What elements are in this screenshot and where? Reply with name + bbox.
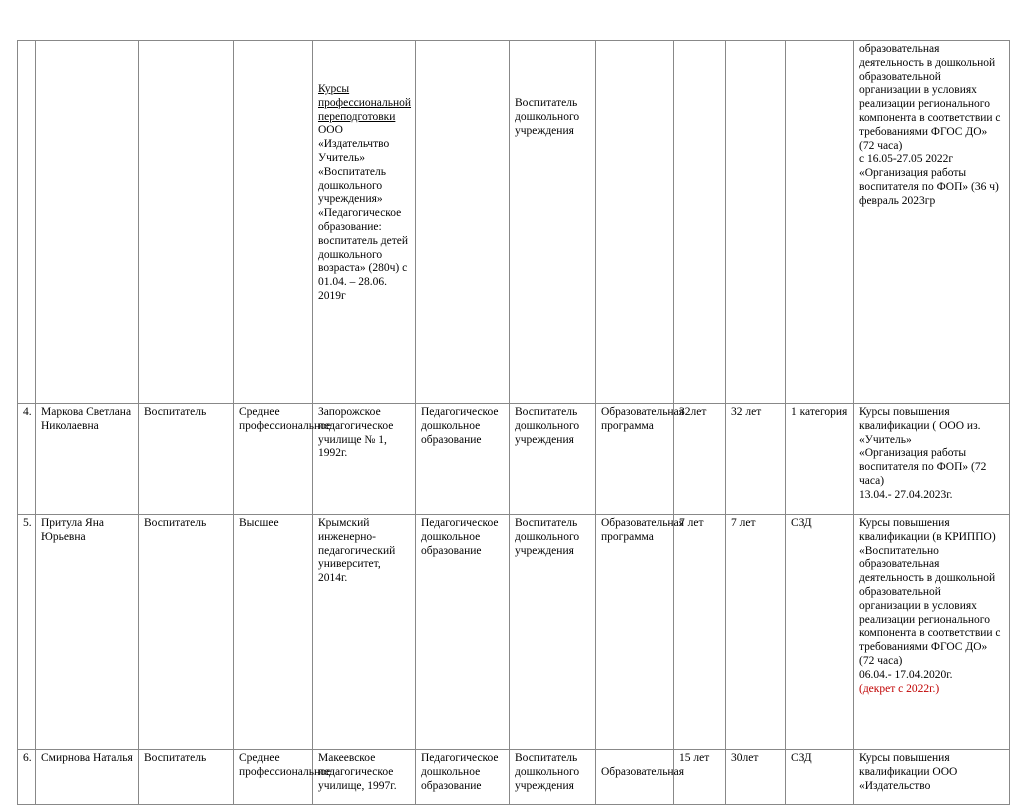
row-number: 6.: [18, 750, 36, 805]
education-level: Среднее профессиональное: [234, 750, 313, 805]
ped-experience: 30лет: [726, 750, 786, 805]
table-row: [18, 404, 1010, 515]
training: Курсы повышения квалификации ООО «Издательство: [854, 750, 1010, 805]
institution: Запорожское педагогическое училище № 1, 1992г.: [313, 404, 416, 515]
retraining-heading: Курсы профессиональной переподготовки: [318, 83, 412, 123]
qualification: Воспитатель дошкольного учреждения: [510, 41, 596, 404]
ped-experience: 7 лет: [726, 515, 786, 750]
table-row: [18, 515, 1010, 750]
institution: Крымский инженерно-педагогический университет, 2014г.: [313, 515, 416, 750]
category: СЗД: [786, 750, 854, 805]
staff-table: [17, 40, 1010, 805]
row-number: 4.: [18, 404, 36, 515]
program: [596, 41, 674, 404]
qualification: Воспитатель дошкольного учреждения: [510, 515, 596, 750]
category: СЗД: [786, 515, 854, 750]
training-text: Курсы повышения квалификации (в КРИППО) «Воспитательно образовательная деятельность в дошкольной образовательной организации в условиях реализации регионального компонента в соответствии с требованиями ФГОС ДО» (72 часа) 06.04.- 17.04.2020г.: [859, 517, 1001, 681]
training: [854, 515, 1010, 750]
ped-experience: [726, 41, 786, 404]
total-experience: [674, 41, 726, 404]
qualification: Воспитатель дошкольного учреждения: [510, 404, 596, 515]
row-number: [18, 41, 36, 404]
institution: [313, 41, 416, 404]
institution: Макеевское педагогическое училище, 1997г.: [313, 750, 416, 805]
specialty: Педагогическое дошкольное образование: [416, 515, 510, 750]
program: Образовательная программа: [596, 515, 674, 750]
employee-name: [36, 41, 139, 404]
maternity-leave-note: (декрет с 2022г.): [859, 682, 940, 695]
position: Воспитатель: [139, 404, 234, 515]
total-experience: 7 лет: [674, 515, 726, 750]
specialty: Педагогическое дошкольное образование: [416, 404, 510, 515]
employee-name: Смирнова Наталья: [36, 750, 139, 805]
category: 1 категория: [786, 404, 854, 515]
training-text: образовательная деятельность в дошкольной образовательной организации в условиях реализации регионального компонента в соответствии с требованиями ФГОС ДО» (72 часа) с 16.05-27.05 2022г «Организация работы воспитателя по ФОП» (36 ч) февраль 2023гр: [859, 43, 1001, 207]
training: Курсы повышения квалификации ( ООО из. «Учитель» «Организация работы воспитателя по ФОП» (72 часа) 13.04.- 27.04.2023г.: [854, 404, 1010, 515]
education-level: Среднее профессиональное: [234, 404, 313, 515]
institution-text: ООО «Издательчтво Учитель» «Воспитатель дошкольного учреждения» «Педагогическое образование: воспитатель детей дошкольного возраста» (280ч) с 01.04. – 28.06. 2019г: [318, 124, 409, 302]
total-experience: 32лет: [674, 404, 726, 515]
program: Образовательная: [596, 750, 674, 805]
education-level: Высшее: [234, 515, 313, 750]
position: Воспитатель: [139, 515, 234, 750]
specialty: [416, 41, 510, 404]
program: Образовательная программа: [596, 404, 674, 515]
employee-name: Маркова Светлана Николаевна: [36, 404, 139, 515]
employee-name: Притула Яна Юрьевна: [36, 515, 139, 750]
qualification: Воспитатель дошкольного учреждения: [510, 750, 596, 805]
table-row: [18, 750, 1010, 805]
position: [139, 41, 234, 404]
specialty: Педагогическое дошкольное образование: [416, 750, 510, 805]
ped-experience: 32 лет: [726, 404, 786, 515]
training: [854, 41, 1010, 404]
position: Воспитатель: [139, 750, 234, 805]
total-experience: 15 лет: [674, 750, 726, 805]
table-row: [18, 41, 1010, 404]
row-number: 5.: [18, 515, 36, 750]
education-level: [234, 41, 313, 404]
category: [786, 41, 854, 404]
